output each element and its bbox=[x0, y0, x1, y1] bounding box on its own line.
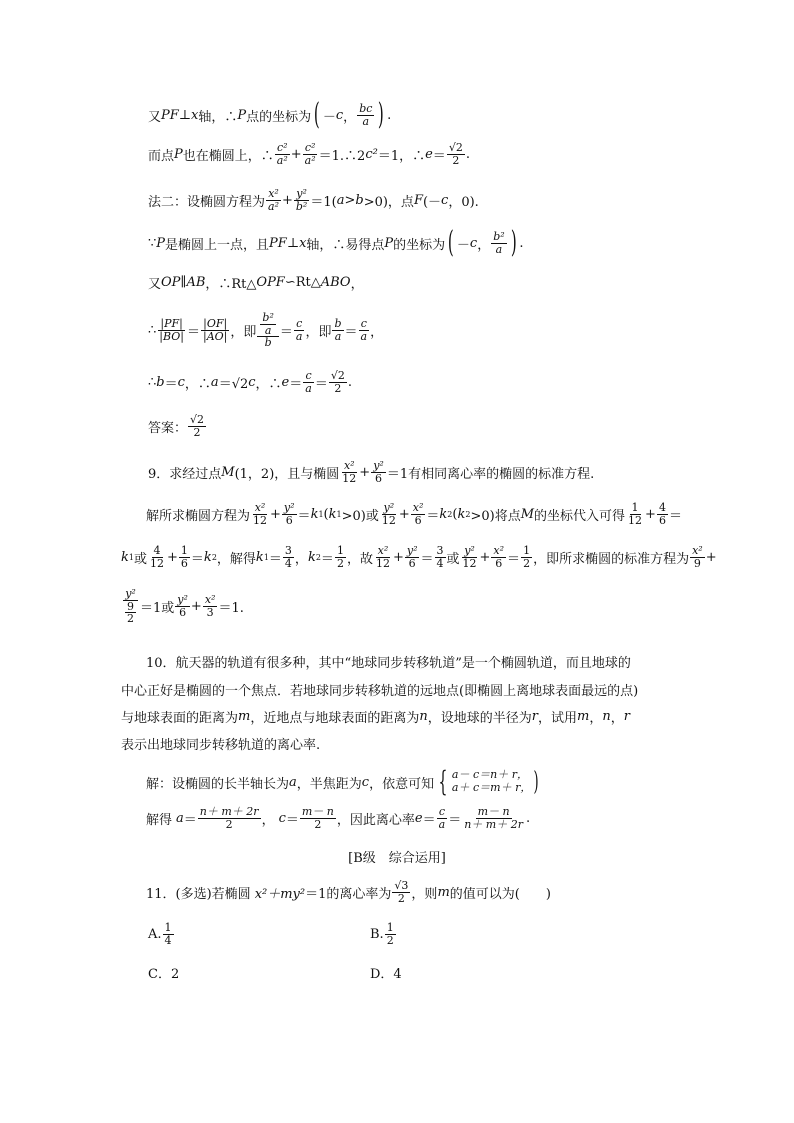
text: 1 bbox=[263, 552, 269, 562]
text: ＝ bbox=[507, 551, 521, 567]
text: 1 bbox=[318, 509, 324, 519]
fraction: $\frac{\text{x²}}{12}$ bbox=[253, 501, 268, 527]
question-10-line-3 bbox=[121, 707, 630, 726]
text: ＝ bbox=[297, 508, 311, 524]
text: 10．航天器的轨道有很多种，其中“地球同步转移轨道”是一个椭圆轨道，而且地球的 bbox=[146, 656, 631, 671]
answer-10-line-1 bbox=[146, 765, 541, 798]
solution-line-3 bbox=[148, 188, 479, 212]
text: ， bbox=[343, 109, 357, 125]
text: + bbox=[281, 192, 293, 208]
text: + bbox=[290, 146, 302, 162]
text: . bbox=[387, 107, 392, 123]
fraction: $\frac{\text{x²}}{12}$ bbox=[342, 459, 357, 485]
text: 或 bbox=[133, 551, 147, 567]
text: ＝ bbox=[285, 812, 299, 828]
text: b bbox=[156, 374, 165, 390]
text: AB bbox=[186, 275, 206, 290]
fraction: $\frac{1}{2}$ bbox=[336, 544, 344, 570]
fraction: $\frac{bc}{a}$ bbox=[359, 101, 373, 128]
text: 中心正好是椭圆的一个焦点．若地球同步转移轨道的远地点(即椭圆上离地球表面最远的点) bbox=[121, 684, 639, 699]
question-10-line-2 bbox=[121, 680, 638, 699]
text: 点的坐标为 bbox=[246, 109, 312, 125]
fraction: $\frac{1}{12}$ bbox=[628, 501, 643, 527]
text: P bbox=[156, 235, 166, 251]
text: 又 bbox=[148, 109, 162, 125]
text: P bbox=[384, 235, 394, 251]
fraction: $\frac{b}{a}$ bbox=[334, 317, 342, 343]
question-11 bbox=[146, 880, 551, 904]
solution-line-2 bbox=[148, 142, 470, 166]
text: + bbox=[645, 506, 656, 522]
text: ＝ bbox=[164, 376, 178, 392]
text: c bbox=[278, 810, 286, 826]
text: OPF bbox=[256, 275, 285, 290]
text: c bbox=[335, 107, 344, 123]
text: a bbox=[210, 374, 219, 390]
text: ＝ bbox=[420, 551, 434, 567]
text: M bbox=[520, 506, 535, 522]
text: 1 bbox=[128, 552, 134, 562]
text: k bbox=[328, 506, 337, 522]
text: r bbox=[531, 709, 538, 724]
text: 9．求经过点 bbox=[148, 466, 222, 482]
option-a[interactable]: A. $\frac{1}{4}$ bbox=[148, 921, 172, 947]
text: ，∴Rt△ bbox=[205, 277, 257, 292]
paren-left: ( bbox=[448, 225, 454, 260]
text: (－ bbox=[422, 194, 442, 210]
text: m bbox=[576, 709, 590, 724]
text: (1，2)，且与椭圆 bbox=[234, 466, 340, 482]
answer-9-line-1 bbox=[146, 502, 682, 526]
text: ABO bbox=[320, 275, 351, 290]
fraction: $\frac{\text{c²}}{\text{a²}}$ bbox=[276, 141, 288, 167]
text: k bbox=[121, 549, 129, 565]
text: 是椭圆上一点，且 bbox=[165, 237, 270, 253]
text: ＝1，∴ bbox=[377, 148, 426, 164]
text: ， bbox=[294, 551, 308, 567]
text: 轴，∴易得点 bbox=[306, 237, 385, 253]
text: 而点 bbox=[148, 148, 175, 164]
text: ∥ bbox=[180, 275, 187, 290]
text: 解所求椭圆方程为 bbox=[146, 508, 251, 524]
text: ，即 bbox=[305, 324, 332, 340]
fraction: $\frac{3}{4}$ bbox=[436, 544, 444, 570]
fraction: $\frac{√2}{2}$ bbox=[330, 369, 345, 395]
text: k bbox=[307, 549, 316, 565]
text: OP bbox=[161, 275, 181, 290]
fraction: $\frac{\text{x²}}{6}$ bbox=[412, 501, 424, 527]
text: ＝ bbox=[426, 508, 440, 524]
fraction: $\frac{\text{x²}}{12}$ bbox=[375, 544, 390, 570]
fraction: $\frac{c}{a}$ bbox=[305, 369, 312, 395]
text: ＝1的离心率为 bbox=[305, 886, 392, 902]
paren-right: ) bbox=[510, 225, 517, 260]
text: 的值可以为( ) bbox=[449, 886, 551, 902]
text: ，半焦距为 bbox=[296, 776, 362, 792]
text: ＝ bbox=[268, 551, 282, 567]
solution-line-6 bbox=[148, 312, 383, 349]
text: P bbox=[237, 107, 247, 123]
text: ∴ bbox=[148, 322, 157, 338]
text: + bbox=[398, 506, 410, 522]
fraction: $\frac{4}{12}$ bbox=[150, 544, 164, 570]
paren-right: ) bbox=[378, 97, 385, 132]
text: ＝ bbox=[190, 551, 204, 567]
fraction: $\frac{3}{4}$ bbox=[284, 544, 292, 570]
text: m bbox=[437, 884, 450, 900]
text: ， bbox=[589, 711, 603, 726]
text: ＝ bbox=[279, 324, 293, 340]
text: k bbox=[310, 506, 319, 522]
text: ， bbox=[370, 324, 384, 340]
text: ∴ bbox=[148, 374, 157, 390]
solution-line-4 bbox=[148, 225, 524, 260]
text: e bbox=[425, 146, 433, 162]
text: ，即 bbox=[230, 324, 257, 340]
fraction: $\frac{\text{b²}}{a}$ bbox=[493, 229, 505, 256]
fraction: $\frac{\text{y²}}{6}$ bbox=[283, 501, 295, 527]
text: 的坐标为 bbox=[393, 237, 446, 253]
text: ，试用 bbox=[537, 711, 577, 726]
fraction: $\frac{m- n}{2}$ bbox=[301, 805, 334, 831]
compound-fraction: $\frac{\frac{\text{b²}}{a}}{b}$ bbox=[257, 312, 278, 349]
text: PF bbox=[269, 235, 287, 251]
text: ＝ bbox=[187, 324, 201, 340]
text: + bbox=[167, 549, 178, 565]
fraction: $\frac{c}{a}$ bbox=[438, 805, 446, 831]
text: + bbox=[479, 549, 491, 565]
text: + bbox=[705, 549, 717, 565]
text: >0)，点 bbox=[363, 194, 414, 210]
text: c bbox=[177, 374, 185, 390]
answer-9-line-2 bbox=[121, 545, 717, 569]
text: ， bbox=[610, 711, 624, 726]
text: m bbox=[238, 709, 251, 724]
text: ， bbox=[350, 277, 364, 292]
text: a bbox=[289, 774, 297, 790]
text: a bbox=[176, 810, 184, 826]
text: ，故 bbox=[346, 551, 373, 567]
text: ，解得 bbox=[216, 551, 256, 567]
text: + bbox=[392, 549, 404, 565]
text: ＝√2 bbox=[218, 376, 249, 392]
text: ，设地球的半径为 bbox=[427, 711, 532, 726]
text: ⊥ bbox=[286, 235, 300, 251]
fraction: $\frac{\text{y²}}{6}$ bbox=[373, 459, 384, 485]
answer-10-line-2 bbox=[146, 806, 530, 830]
text: x bbox=[299, 235, 307, 251]
text: 也在椭圆上，∴ bbox=[182, 148, 274, 164]
text: ，则 bbox=[411, 886, 438, 902]
text: ，依意可知 bbox=[369, 776, 435, 792]
answer-line bbox=[148, 414, 207, 438]
text: － bbox=[322, 109, 336, 125]
fraction: $\frac{\text{y²}}{6}$ bbox=[406, 544, 418, 570]
fraction: $\frac{4}{6}$ bbox=[658, 501, 666, 527]
text: e bbox=[281, 374, 290, 390]
text: 轴，∴ bbox=[198, 109, 238, 125]
text: 1 bbox=[336, 509, 342, 519]
fraction: $\frac{\text{x²}}{\text{a²}}$ bbox=[268, 187, 279, 213]
text: ( bbox=[323, 506, 329, 522]
fraction: $\frac{\text{c²}}{\text{a²}}$ bbox=[304, 141, 316, 167]
fraction: $\frac{1}{2}$ bbox=[386, 921, 394, 947]
fraction: $\frac{1}{2}$ bbox=[523, 544, 531, 570]
brace-left: { bbox=[438, 765, 448, 798]
text: > bbox=[344, 192, 356, 208]
fraction: $\frac{m- n}{n+ m+ 2r}$ bbox=[464, 805, 523, 831]
text: . bbox=[347, 374, 352, 390]
text: ＝ bbox=[289, 376, 303, 392]
solution-line-1 bbox=[148, 97, 392, 132]
text: 11．(多选)若椭圆 bbox=[146, 886, 251, 902]
text: x²＋my² bbox=[254, 886, 306, 902]
text: ， bbox=[261, 812, 275, 828]
fraction: $\frac{n+ m+ 2r}{2}$ bbox=[199, 805, 259, 831]
solution-line-7 bbox=[148, 370, 352, 394]
text: 2 bbox=[447, 509, 453, 519]
option-c[interactable]: C．2 bbox=[148, 967, 180, 982]
paren-left: ( bbox=[314, 97, 320, 132]
paren-right: ) bbox=[533, 767, 539, 797]
text: ，因此离心率 bbox=[336, 812, 415, 828]
compound-fraction: $\frac{\text{y²}}{\frac{9}{2}}$ bbox=[125, 587, 136, 626]
text: c bbox=[361, 774, 370, 790]
text: n bbox=[602, 709, 611, 724]
text: ，∴ bbox=[255, 376, 282, 392]
option-b[interactable]: B. $\frac{1}{2}$ bbox=[370, 921, 394, 947]
fraction: $\frac{\text{y²}}{12}$ bbox=[381, 501, 396, 527]
text: ＝ bbox=[314, 376, 328, 392]
text: + bbox=[270, 506, 281, 522]
text: P bbox=[174, 146, 183, 162]
text: + bbox=[190, 598, 202, 614]
fraction: $\frac{\text{y²}}{12}$ bbox=[462, 544, 477, 570]
text: ＝ bbox=[422, 812, 436, 828]
text: 又 bbox=[148, 277, 162, 292]
text: ＝ bbox=[344, 324, 358, 340]
text: ( bbox=[452, 506, 458, 522]
text: ＝ bbox=[432, 148, 446, 164]
text: n bbox=[419, 709, 428, 724]
text: 法二：设椭圆方程为 bbox=[148, 194, 266, 210]
text: ，近地点与地球表面的距离为 bbox=[250, 711, 420, 726]
text: . bbox=[525, 810, 531, 826]
text: e bbox=[414, 810, 423, 826]
fraction: $\frac{√3}{2}$ bbox=[394, 879, 409, 905]
text: F bbox=[413, 192, 423, 208]
text: ，0). bbox=[448, 194, 479, 210]
text: c bbox=[248, 374, 256, 390]
text: k bbox=[203, 549, 212, 565]
solution-line-5 bbox=[148, 273, 364, 292]
question-9 bbox=[148, 460, 594, 484]
text: ∽Rt△ bbox=[284, 275, 321, 290]
text: ＝ bbox=[320, 551, 334, 567]
text: － bbox=[456, 237, 470, 253]
text: r bbox=[623, 709, 630, 724]
text: ，∴ bbox=[184, 376, 211, 392]
text: 的坐标代入可得 bbox=[534, 508, 626, 524]
text: b bbox=[355, 192, 364, 208]
text: c² bbox=[365, 146, 378, 162]
text: PF bbox=[161, 107, 179, 123]
text: 或 bbox=[446, 551, 460, 567]
text: . bbox=[519, 235, 524, 251]
text: >0)将点 bbox=[470, 508, 521, 524]
text: ＝ bbox=[448, 812, 462, 828]
answer-9-line-3 bbox=[121, 588, 244, 625]
text: ⊥ bbox=[178, 107, 192, 123]
fraction: $\frac{1}{4}$ bbox=[164, 921, 172, 947]
fraction: $\frac{\text{x²}}{9}$ bbox=[692, 544, 703, 570]
text: c bbox=[441, 192, 449, 208]
question-10-line-1 bbox=[146, 652, 631, 671]
fraction: $\frac{|PF|}{|BO|}$ bbox=[159, 317, 184, 343]
option-d[interactable]: D．4 bbox=[370, 967, 402, 982]
fraction: $\frac{√2}{2}$ bbox=[448, 141, 463, 167]
question-10-line-4 bbox=[121, 734, 320, 753]
fraction: $\frac{c}{a}$ bbox=[295, 317, 303, 343]
text: 解得 bbox=[146, 812, 173, 828]
text: k bbox=[439, 506, 448, 522]
fraction: $\frac{\text{x²}}{3}$ bbox=[204, 593, 216, 619]
text: ，即所求椭圆的标准方程为 bbox=[533, 551, 690, 567]
text: ＝1或 bbox=[140, 600, 175, 616]
text: ＝1. bbox=[218, 600, 244, 616]
text: ＝1有相同离心率的椭圆的标准方程. bbox=[386, 466, 595, 482]
text: >0)或 bbox=[341, 508, 379, 524]
text: M bbox=[221, 464, 235, 480]
text: 解：设椭圆的长半轴长为 bbox=[146, 776, 290, 792]
text: 表示出地球同步转移轨道的离心率. bbox=[121, 738, 321, 753]
text: + bbox=[359, 464, 371, 480]
fraction: $\frac{\text{y²}}{\text{b²}}$ bbox=[295, 187, 308, 213]
text: k bbox=[457, 506, 466, 522]
equation-system: a－ c＝n＋ r， a＋ c＝m＋ r， bbox=[451, 768, 532, 794]
answer-fraction: $\frac{√2}{2}$ bbox=[190, 413, 205, 439]
text: k bbox=[255, 549, 264, 565]
fraction: $\frac{1}{6}$ bbox=[180, 544, 188, 570]
answer-label: 答案： bbox=[148, 420, 188, 436]
text: ＝ bbox=[668, 508, 682, 524]
text: 2 bbox=[211, 552, 217, 562]
text: c bbox=[469, 235, 478, 251]
fraction: $\frac{\text{x²}}{6}$ bbox=[493, 544, 505, 570]
text: 2 bbox=[465, 509, 471, 519]
text: ∵ bbox=[148, 235, 157, 251]
text: ＝1( bbox=[310, 194, 337, 210]
text: x bbox=[191, 107, 199, 123]
text: ＝1.∴2 bbox=[318, 148, 366, 164]
text: . bbox=[465, 146, 470, 162]
text: a bbox=[336, 192, 345, 208]
text: ， bbox=[477, 237, 491, 253]
fraction: $\frac{c}{a}$ bbox=[360, 317, 368, 343]
section-heading: [B级 综合运用] bbox=[348, 851, 446, 866]
fraction: $\frac{|OF|}{|AO|}$ bbox=[203, 317, 228, 343]
text: 与地球表面的距离为 bbox=[121, 711, 239, 726]
fraction: $\frac{\text{y²}}{6}$ bbox=[177, 593, 188, 619]
text: 2 bbox=[315, 552, 321, 562]
text: ＝ bbox=[183, 812, 197, 828]
